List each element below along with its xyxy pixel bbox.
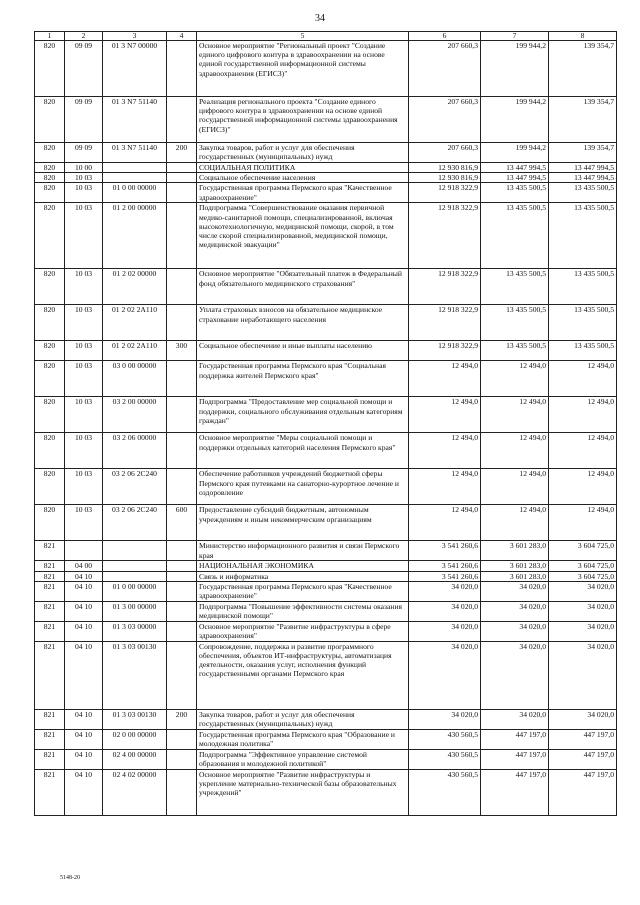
amount-year1-cell: 12 918 322,9 xyxy=(409,341,481,361)
table-row xyxy=(35,709,617,729)
amount-year2-cell: 13 447 994,5 xyxy=(481,173,549,183)
amount-year1-cell: 12 918 322,9 xyxy=(409,269,481,305)
description-cell: Основное мероприятие "Развитие инфраструктуры и укрепление материально-технической базы образовательных учреждений" xyxy=(197,769,409,815)
description-cell: Социальное обеспечение и иные выплаты населению xyxy=(197,341,409,361)
amount-year1-cell: 430 560,5 xyxy=(409,769,481,815)
amount-year2-cell: 3 601 283,0 xyxy=(481,541,549,561)
amount-year3-cell: 34 020,0 xyxy=(549,641,617,709)
admin-code-cell: 821 xyxy=(35,541,65,561)
section-code-cell: 04 10 xyxy=(65,729,103,749)
amount-year2-cell: 13 435 500,5 xyxy=(481,203,549,269)
amount-year1-cell: 34 020,0 xyxy=(409,709,481,729)
amount-year2-cell: 13 447 994,5 xyxy=(481,163,549,173)
section-code-cell: 10 03 xyxy=(65,269,103,305)
amount-year2-cell: 34 020,0 xyxy=(481,621,549,641)
header-cell: 5 xyxy=(197,32,409,41)
amount-year3-cell: 34 020,0 xyxy=(549,601,617,621)
expense-type-cell xyxy=(167,203,197,269)
amount-year2-cell: 447 197,0 xyxy=(481,769,549,815)
amount-year3-cell: 447 197,0 xyxy=(549,769,617,815)
amount-year1-cell: 12 918 322,9 xyxy=(409,183,481,203)
table-row xyxy=(35,729,617,749)
target-article-cell: 03 2 06 2С240 xyxy=(103,469,167,505)
description-cell: Социальное обеспечение населения xyxy=(197,173,409,183)
target-article-cell: 02 4 02 00000 xyxy=(103,769,167,815)
amount-year3-cell: 13 447 994,5 xyxy=(549,173,617,183)
target-article-cell: 01 3 03 00130 xyxy=(103,641,167,709)
target-article-cell: 01 0 00 00000 xyxy=(103,183,167,203)
amount-year1-cell: 3 541 260,6 xyxy=(409,541,481,561)
admin-code-cell: 820 xyxy=(35,173,65,183)
amount-year3-cell: 34 020,0 xyxy=(549,709,617,729)
table-row xyxy=(35,97,617,143)
amount-year2-cell: 447 197,0 xyxy=(481,729,549,749)
expense-type-cell xyxy=(167,469,197,505)
admin-code-cell: 821 xyxy=(35,709,65,729)
target-article-cell: 01 2 02 2А110 xyxy=(103,341,167,361)
admin-code-cell: 821 xyxy=(35,601,65,621)
table-row xyxy=(35,143,617,163)
target-article-cell: 01 3 03 00130 xyxy=(103,709,167,729)
section-code-cell: 10 03 xyxy=(65,397,103,433)
amount-year1-cell: 12 494,0 xyxy=(409,433,481,469)
amount-year1-cell: 12 494,0 xyxy=(409,469,481,505)
expense-type-cell: 200 xyxy=(167,709,197,729)
expense-type-cell xyxy=(167,97,197,143)
amount-year1-cell: 12 918 322,9 xyxy=(409,203,481,269)
section-code-cell: 10 03 xyxy=(65,183,103,203)
header-cell: 6 xyxy=(409,32,481,41)
table-row xyxy=(35,641,617,709)
description-cell: Связь и информатика xyxy=(197,571,409,581)
page-number: 34 xyxy=(315,13,325,24)
section-code-cell: 10 03 xyxy=(65,341,103,361)
expense-type-cell xyxy=(167,571,197,581)
amount-year3-cell: 13 435 500,5 xyxy=(549,305,617,341)
amount-year1-cell: 3 541 260,6 xyxy=(409,571,481,581)
amount-year1-cell: 207 660,3 xyxy=(409,41,481,97)
amount-year1-cell: 34 020,0 xyxy=(409,581,481,601)
description-cell: Государственная программа Пермского края "Качественное здравоохранение" xyxy=(197,581,409,601)
amount-year1-cell: 207 660,3 xyxy=(409,97,481,143)
target-article-cell xyxy=(103,561,167,571)
amount-year2-cell: 3 601 283,0 xyxy=(481,561,549,571)
table-row xyxy=(35,41,617,97)
amount-year2-cell: 13 435 500,5 xyxy=(481,341,549,361)
amount-year1-cell: 12 918 322,9 xyxy=(409,305,481,341)
admin-code-cell: 820 xyxy=(35,41,65,97)
section-code-cell: 10 03 xyxy=(65,173,103,183)
expense-type-cell xyxy=(167,269,197,305)
expense-type-cell: 600 xyxy=(167,505,197,541)
section-code-cell: 04 10 xyxy=(65,769,103,815)
description-cell: СОЦИАЛЬНАЯ ПОЛИТИКА xyxy=(197,163,409,173)
section-code-cell: 10 03 xyxy=(65,305,103,341)
amount-year2-cell: 34 020,0 xyxy=(481,601,549,621)
section-code-cell: 10 03 xyxy=(65,361,103,397)
description-cell: Обеспечение работников учреждений бюджетной сферы Пермского края путевками на санаторно-курортное лечение и оздоровление xyxy=(197,469,409,505)
description-cell: Предоставление субсидий бюджетным, автономным учреждениям и иным некоммерческим организациям xyxy=(197,505,409,541)
amount-year1-cell: 430 560,5 xyxy=(409,749,481,769)
table-row xyxy=(35,163,617,173)
expense-type-cell xyxy=(167,173,197,183)
table-row xyxy=(35,183,617,203)
amount-year2-cell: 34 020,0 xyxy=(481,709,549,729)
section-code-cell: 10 03 xyxy=(65,469,103,505)
expense-type-cell xyxy=(167,433,197,469)
target-article-cell: 01 3 03 00000 xyxy=(103,621,167,641)
target-article-cell: 01 0 00 00000 xyxy=(103,581,167,601)
amount-year3-cell: 3 604 725,0 xyxy=(549,561,617,571)
amount-year1-cell: 34 020,0 xyxy=(409,621,481,641)
target-article-cell: 01 2 00 00000 xyxy=(103,203,167,269)
target-article-cell: 01 3 N7 00000 xyxy=(103,41,167,97)
table-row xyxy=(35,581,617,601)
table-row xyxy=(35,505,617,541)
admin-code-cell: 821 xyxy=(35,571,65,581)
amount-year3-cell: 13 447 994,5 xyxy=(549,163,617,173)
target-article-cell: 03 2 06 2С240 xyxy=(103,505,167,541)
target-article-cell xyxy=(103,163,167,173)
description-cell: Государственная программа Пермского края "Социальная поддержка жителей Пермского края" xyxy=(197,361,409,397)
section-code-cell: 09 09 xyxy=(65,143,103,163)
section-code-cell: 04 10 xyxy=(65,601,103,621)
amount-year3-cell: 139 354,7 xyxy=(549,97,617,143)
section-code-cell xyxy=(65,541,103,561)
amount-year3-cell: 34 020,0 xyxy=(549,621,617,641)
section-code-cell: 09 09 xyxy=(65,97,103,143)
description-cell: НАЦИОНАЛЬНАЯ ЭКОНОМИКА xyxy=(197,561,409,571)
description-cell: Уплата страховых взносов на обязательное медицинское страхование неработающего населения xyxy=(197,305,409,341)
admin-code-cell: 820 xyxy=(35,433,65,469)
amount-year1-cell: 34 020,0 xyxy=(409,601,481,621)
amount-year3-cell: 139 354,7 xyxy=(549,143,617,163)
amount-year1-cell: 207 660,3 xyxy=(409,143,481,163)
amount-year1-cell: 3 541 260,6 xyxy=(409,561,481,571)
target-article-cell: 01 3 N7 51140 xyxy=(103,143,167,163)
admin-code-cell: 821 xyxy=(35,641,65,709)
description-cell: Государственная программа Пермского края "Качественное здравоохранение" xyxy=(197,183,409,203)
admin-code-cell: 821 xyxy=(35,561,65,571)
table-row xyxy=(35,571,617,581)
section-code-cell: 04 10 xyxy=(65,581,103,601)
description-cell: Основное мероприятие "Развитие инфраструктуры в сфере здравоохранения" xyxy=(197,621,409,641)
amount-year3-cell: 139 354,7 xyxy=(549,41,617,97)
amount-year1-cell: 12 930 816,9 xyxy=(409,173,481,183)
admin-code-cell: 821 xyxy=(35,749,65,769)
expense-type-cell: 300 xyxy=(167,341,197,361)
description-cell: Основное мероприятие "Региональный проект "Создание единого цифрового контура в здравоохранении на основе единой государственной информационной системы здравоохранения (ЕГИСЗ)" xyxy=(197,41,409,97)
description-cell: Основное мероприятие "Меры социальной помощи и поддержки отдельных категорий населения Пермского края" xyxy=(197,433,409,469)
section-code-cell: 10 00 xyxy=(65,163,103,173)
section-code-cell: 04 10 xyxy=(65,621,103,641)
amount-year2-cell: 199 944,2 xyxy=(481,97,549,143)
section-code-cell: 04 00 xyxy=(65,561,103,571)
target-article-cell: 01 3 00 00000 xyxy=(103,601,167,621)
section-code-cell: 04 10 xyxy=(65,709,103,729)
amount-year2-cell: 12 494,0 xyxy=(481,397,549,433)
description-cell: Подпрограмма "Предоставление мер социальной помощи и поддержки, социального обслуживания отдельным категориям граждан" xyxy=(197,397,409,433)
amount-year3-cell: 13 435 500,5 xyxy=(549,203,617,269)
description-cell: Закупка товаров, работ и услуг для обеспечения государственных (муниципальных) нужд xyxy=(197,709,409,729)
table-row xyxy=(35,541,617,561)
expense-type-cell xyxy=(167,641,197,709)
amount-year3-cell: 447 197,0 xyxy=(549,729,617,749)
header-cell: 7 xyxy=(481,32,549,41)
amount-year1-cell: 12 930 816,9 xyxy=(409,163,481,173)
description-cell: Сопровождение, поддержка и развитие программного обеспечения, объектов ИТ-инфраструктуры, автоматизация деятельности, оказания услуг, исполнения функций государственными органами Пермского края xyxy=(197,641,409,709)
table-row xyxy=(35,561,617,571)
header-cell: 3 xyxy=(103,32,167,41)
header-cell: 8 xyxy=(549,32,617,41)
section-code-cell: 04 10 xyxy=(65,571,103,581)
amount-year3-cell: 12 494,0 xyxy=(549,397,617,433)
amount-year3-cell: 34 020,0 xyxy=(549,581,617,601)
table-row xyxy=(35,433,617,469)
target-article-cell: 02 0 00 00000 xyxy=(103,729,167,749)
amount-year3-cell: 12 494,0 xyxy=(549,505,617,541)
admin-code-cell: 821 xyxy=(35,581,65,601)
amount-year2-cell: 12 494,0 xyxy=(481,433,549,469)
expense-type-cell xyxy=(167,361,197,397)
expense-type-cell xyxy=(167,769,197,815)
description-cell: Министерство информационного развития и связи Пермского края xyxy=(197,541,409,561)
target-article-cell: 03 2 00 00000 xyxy=(103,397,167,433)
section-code-cell: 10 03 xyxy=(65,433,103,469)
target-article-cell: 02 4 00 00000 xyxy=(103,749,167,769)
description-cell: Реализация регионального проекта "Создание единого цифрового контура в здравоохранении на основе единой государственной информационной системы здравоохранения (ЕГИСЗ)" xyxy=(197,97,409,143)
target-article-cell xyxy=(103,541,167,561)
expense-type-cell xyxy=(167,163,197,173)
amount-year3-cell: 12 494,0 xyxy=(549,433,617,469)
admin-code-cell: 820 xyxy=(35,305,65,341)
header-cell: 1 xyxy=(35,32,65,41)
table-row xyxy=(35,749,617,769)
table-row xyxy=(35,341,617,361)
description-cell: Основное мероприятие "Обязательный платеж в Федеральный фонд обязательного медицинского страхования" xyxy=(197,269,409,305)
target-article-cell: 01 2 02 2А110 xyxy=(103,305,167,341)
description-cell: Подпрограмма "Эффективное управление системой образования и молодежной политикой" xyxy=(197,749,409,769)
section-code-cell: 10 03 xyxy=(65,203,103,269)
amount-year2-cell: 13 435 500,5 xyxy=(481,183,549,203)
expense-type-cell xyxy=(167,397,197,433)
admin-code-cell: 820 xyxy=(35,269,65,305)
table-row xyxy=(35,769,617,815)
description-cell: Государственная программа Пермского края "Образование и молодежная политика" xyxy=(197,729,409,749)
amount-year2-cell: 13 435 500,5 xyxy=(481,305,549,341)
expense-type-cell xyxy=(167,41,197,97)
amount-year2-cell: 12 494,0 xyxy=(481,469,549,505)
section-code-cell: 04 10 xyxy=(65,749,103,769)
budget-table xyxy=(34,31,617,816)
amount-year1-cell: 12 494,0 xyxy=(409,361,481,397)
amount-year2-cell: 13 435 500,5 xyxy=(481,269,549,305)
expense-type-cell: 200 xyxy=(167,143,197,163)
table-row xyxy=(35,397,617,433)
table-row xyxy=(35,269,617,305)
expense-type-cell xyxy=(167,183,197,203)
expense-type-cell xyxy=(167,729,197,749)
admin-code-cell: 820 xyxy=(35,341,65,361)
amount-year1-cell: 12 494,0 xyxy=(409,397,481,433)
expense-type-cell xyxy=(167,581,197,601)
amount-year2-cell: 34 020,0 xyxy=(481,641,549,709)
amount-year3-cell: 13 435 500,5 xyxy=(549,341,617,361)
amount-year2-cell: 199 944,2 xyxy=(481,41,549,97)
amount-year3-cell: 447 197,0 xyxy=(549,749,617,769)
target-article-cell: 03 0 00 00000 xyxy=(103,361,167,397)
amount-year1-cell: 430 560,5 xyxy=(409,729,481,749)
admin-code-cell: 820 xyxy=(35,505,65,541)
amount-year3-cell: 12 494,0 xyxy=(549,469,617,505)
section-code-cell: 04 10 xyxy=(65,641,103,709)
description-cell: Подпрограмма "Совершенствование оказания первичной медико-санитарной помощи, специализированной, включая высокотехнологичную, медицинской помощи, скорой, в том числе скорой специализированной, медицинской помощи, медицинской эвакуации" xyxy=(197,203,409,269)
expense-type-cell xyxy=(167,749,197,769)
amount-year1-cell: 12 494,0 xyxy=(409,505,481,541)
section-code-cell: 09 09 xyxy=(65,41,103,97)
amount-year3-cell: 12 494,0 xyxy=(549,361,617,397)
section-code-cell: 10 03 xyxy=(65,505,103,541)
amount-year3-cell: 13 435 500,5 xyxy=(549,183,617,203)
admin-code-cell: 821 xyxy=(35,769,65,815)
target-article-cell xyxy=(103,571,167,581)
target-article-cell: 01 2 02 00000 xyxy=(103,269,167,305)
amount-year3-cell: 3 604 725,0 xyxy=(549,541,617,561)
table-row xyxy=(35,203,617,269)
table-row xyxy=(35,361,617,397)
target-article-cell xyxy=(103,173,167,183)
admin-code-cell: 820 xyxy=(35,469,65,505)
expense-type-cell xyxy=(167,601,197,621)
document-code: 5148-20 xyxy=(60,875,80,881)
description-cell: Подпрограмма "Повышение эффективности системы оказания медицинской помощи" xyxy=(197,601,409,621)
header-cell: 4 xyxy=(167,32,197,41)
amount-year2-cell: 34 020,0 xyxy=(481,581,549,601)
expense-type-cell xyxy=(167,541,197,561)
amount-year2-cell: 12 494,0 xyxy=(481,361,549,397)
table-row xyxy=(35,621,617,641)
admin-code-cell: 820 xyxy=(35,203,65,269)
header-cell: 2 xyxy=(65,32,103,41)
amount-year3-cell: 3 604 725,0 xyxy=(549,571,617,581)
target-article-cell: 01 3 N7 51140 xyxy=(103,97,167,143)
table-row xyxy=(35,469,617,505)
expense-type-cell xyxy=(167,305,197,341)
amount-year3-cell: 13 435 500,5 xyxy=(549,269,617,305)
target-article-cell: 03 2 06 00000 xyxy=(103,433,167,469)
description-cell: Закупка товаров, работ и услуг для обеспечения государственных (муниципальных) нужд xyxy=(197,143,409,163)
admin-code-cell: 820 xyxy=(35,397,65,433)
admin-code-cell: 820 xyxy=(35,163,65,173)
amount-year2-cell: 447 197,0 xyxy=(481,749,549,769)
table-row xyxy=(35,601,617,621)
admin-code-cell: 821 xyxy=(35,729,65,749)
amount-year2-cell: 12 494,0 xyxy=(481,505,549,541)
expense-type-cell xyxy=(167,621,197,641)
amount-year1-cell: 34 020,0 xyxy=(409,641,481,709)
expense-type-cell xyxy=(167,561,197,571)
admin-code-cell: 820 xyxy=(35,361,65,397)
table-row xyxy=(35,305,617,341)
amount-year2-cell: 3 601 283,0 xyxy=(481,571,549,581)
table-row xyxy=(35,173,617,183)
header-row xyxy=(35,32,617,41)
admin-code-cell: 820 xyxy=(35,183,65,203)
amount-year2-cell: 199 944,2 xyxy=(481,143,549,163)
admin-code-cell: 820 xyxy=(35,97,65,143)
admin-code-cell: 820 xyxy=(35,143,65,163)
admin-code-cell: 821 xyxy=(35,621,65,641)
